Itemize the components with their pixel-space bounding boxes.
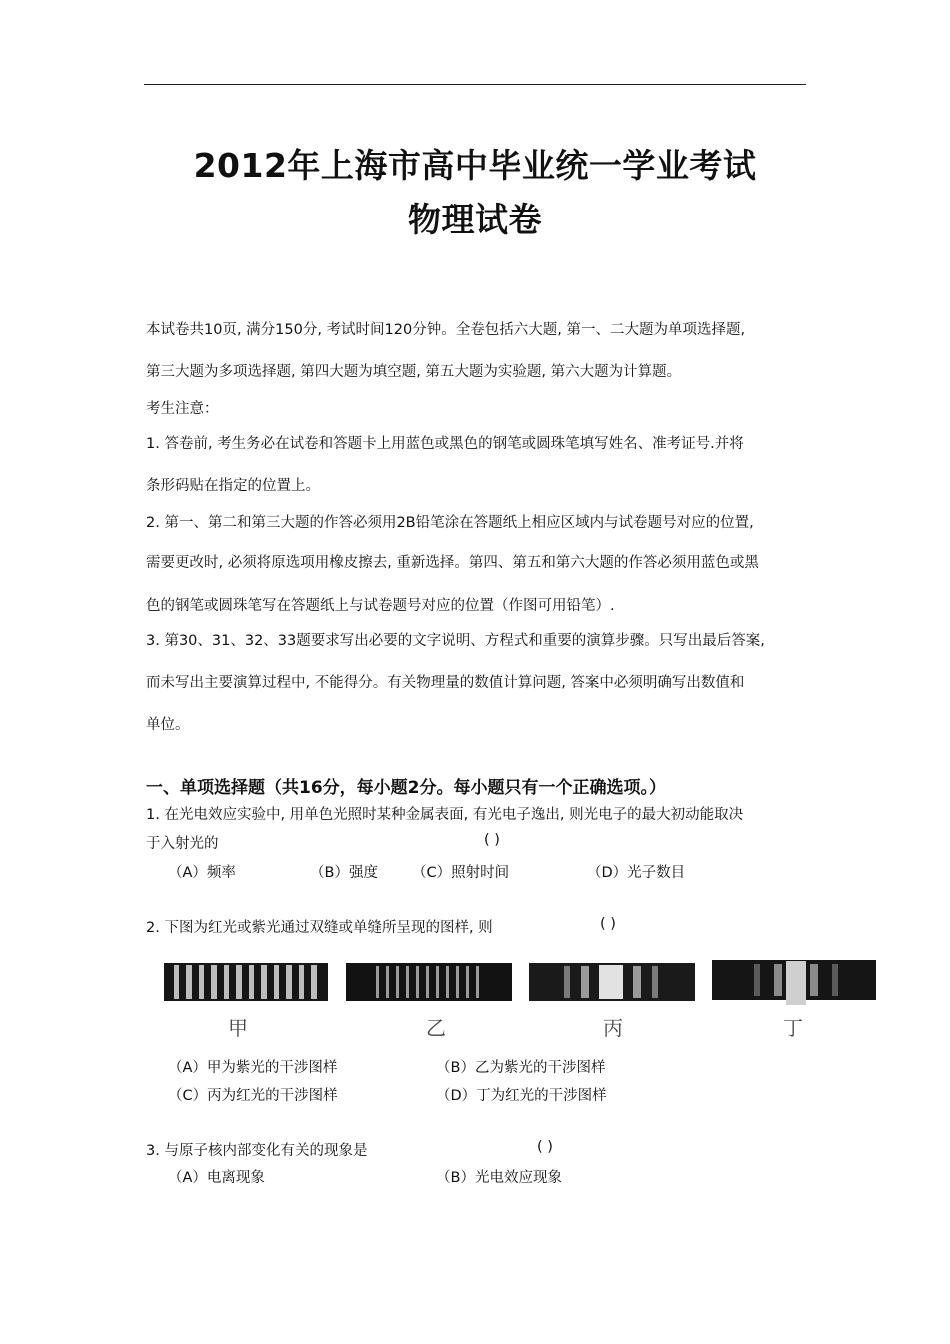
answer-blank: ( ) bbox=[537, 1139, 553, 1155]
fringe-pattern-bing bbox=[529, 958, 695, 1006]
q3-option-b: （B）光电效应现象 bbox=[436, 1170, 562, 1186]
fringe-pattern-jia bbox=[164, 958, 328, 1006]
figure-label-jia: 甲 bbox=[228, 1016, 248, 1040]
notice-heading: 考生注意： bbox=[146, 401, 219, 417]
intro-line: 3. 第30、31、32、33题要求写出必要的文字说明、方程式和重要的演算步骤。只写出最后答案, bbox=[146, 633, 765, 649]
q1-stem-cont: 于入射光的 bbox=[146, 836, 219, 852]
intro-line: 单位。 bbox=[146, 717, 190, 733]
answer-blank: ( ) bbox=[484, 832, 500, 848]
q1-option-a: （A）频率 bbox=[168, 865, 236, 881]
intro-line: 本试卷共10页, 满分150分, 考试时间120分钟。全卷包括六大题, 第一、二大题为单项选择题, bbox=[146, 322, 746, 338]
intro-line: 色的钢笔或圆珠笔写在答题纸上与试卷题号对应的位置（作图可用铅笔）. bbox=[146, 598, 615, 614]
q2-option-b: （B）乙为紫光的干涉图样 bbox=[436, 1060, 606, 1076]
q1-option-d: （D）光子数目 bbox=[587, 865, 686, 881]
figure-label-ding: 丁 bbox=[783, 1016, 803, 1040]
exam-title: 2012年上海市高中毕业统一学业考试 bbox=[193, 146, 757, 185]
fringe-pattern-ding bbox=[712, 958, 876, 1006]
figure-label-yi: 乙 bbox=[426, 1016, 446, 1040]
q2-option-d: （D）丁为红光的干涉图样 bbox=[436, 1088, 607, 1104]
q3-option-a: （A）电离现象 bbox=[168, 1170, 265, 1186]
figure-label-bing: 丙 bbox=[603, 1016, 623, 1040]
exam-subtitle: 物理试卷 bbox=[408, 200, 542, 239]
answer-blank: ( ) bbox=[600, 916, 616, 932]
intro-line: 第三大题为多项选择题, 第四大题为填空题, 第五大题为实验题, 第六大题为计算题。 bbox=[146, 364, 682, 380]
section-heading: 一、单项选择题（共16分，每小题2分。每小题只有一个正确选项。） bbox=[146, 778, 666, 798]
header-rule bbox=[144, 84, 806, 85]
q3-stem: 3. 与原子核内部变化有关的现象是 bbox=[146, 1143, 368, 1159]
fringe-pattern-yi bbox=[346, 958, 512, 1006]
q1-option-b: （B）强度 bbox=[310, 865, 378, 881]
intro-line: 而未写出主要演算过程中, 不能得分。有关物理量的数值计算问题, 答案中必须明确写出数值和 bbox=[146, 675, 745, 691]
q1-stem: 1. 在光电效应实验中, 用单色光照时某种金属表面, 有光电子逸出, 则光电子的最大初动能取决 bbox=[146, 807, 744, 823]
intro-line: 条形码贴在指定的位置上。 bbox=[146, 478, 320, 494]
q2-option-a: （A）甲为紫光的干涉图样 bbox=[168, 1060, 338, 1076]
q2-stem: 2. 下图为红光或紫光通过双缝或单缝所呈现的图样, 则 bbox=[146, 920, 493, 936]
intro-line: 1. 答卷前, 考生务必在试卷和答题卡上用蓝色或黑色的钢笔或圆珠笔填写姓名、准考证号.并将 bbox=[146, 436, 744, 452]
q2-option-c: （C）丙为红光的干涉图样 bbox=[168, 1088, 338, 1104]
intro-line: 2. 第一、第二和第三大题的作答必须用2B铅笔涂在答题纸上相应区域内与试卷题号对应的位置, bbox=[146, 515, 754, 531]
q1-option-c: （C）照射时间 bbox=[412, 865, 510, 881]
intro-line: 需要更改时, 必须将原选项用橡皮擦去, 重新选择。第四、第五和第六大题的作答必须用蓝色或黑 bbox=[146, 555, 759, 571]
